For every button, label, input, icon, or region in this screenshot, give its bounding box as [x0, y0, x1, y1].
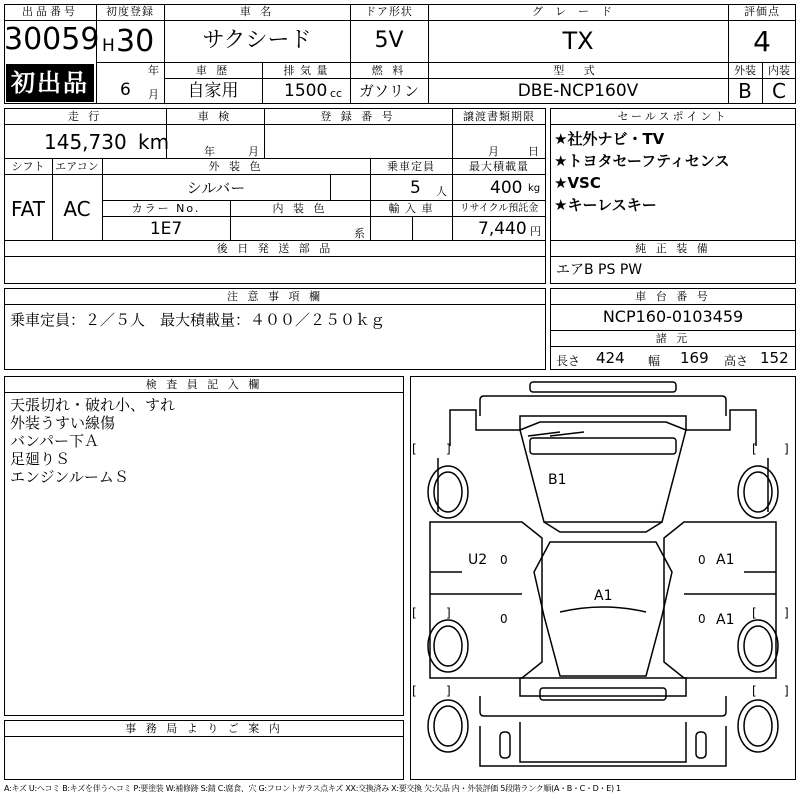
- aircon: AC: [63, 197, 91, 221]
- grade-header: グレード: [532, 5, 624, 18]
- year-unit: 年: [148, 64, 159, 77]
- lot-number: 30059: [4, 22, 100, 57]
- damage-mark-left-rear: U2: [468, 552, 488, 568]
- car-outline-diagram: [410, 376, 796, 780]
- chassis-header: 車 台 番 号: [635, 290, 711, 303]
- sales-points-list: [554, 128, 794, 216]
- sales-point: ★社外ナビ・TV: [554, 130, 665, 148]
- shift: FAT: [10, 197, 45, 221]
- exterior-grade-header: 外装: [734, 64, 756, 77]
- zero-mark: 0: [698, 553, 706, 567]
- bracket-right-top-open: [: [752, 442, 757, 456]
- model-code-header: 型 式: [553, 64, 603, 77]
- score-header: 評価点: [744, 5, 780, 18]
- damage-mark-center: A1: [594, 588, 613, 604]
- registration-no-header: 登 録 番 号: [320, 110, 396, 123]
- fuel: ガソリン: [358, 82, 419, 100]
- car-name-header: 車 名: [239, 5, 275, 18]
- displacement: 1500: [284, 81, 328, 101]
- sales-point: ★トヨタセーフティセンス: [554, 152, 730, 170]
- bracket-left-mid-open: [: [412, 606, 417, 620]
- inspector-line: バンパー下Ａ: [10, 432, 99, 450]
- displacement-unit: cc: [330, 87, 343, 100]
- model-code: DBE-NCP160V: [517, 81, 639, 101]
- bracket-left-mid-close: ]: [446, 606, 451, 620]
- exterior-grade: B: [738, 79, 752, 103]
- max-load-header: 最大積載量: [469, 160, 529, 173]
- history: 自家用: [187, 81, 239, 101]
- first-registration-year: 30: [116, 24, 155, 59]
- inspector-line: 外装うすい線傷: [10, 414, 116, 432]
- bracket-right-top-close: ]: [784, 442, 789, 456]
- bracket-left-top-open: [: [412, 442, 417, 456]
- interior-color-unit: 系: [354, 227, 365, 240]
- legend: A:キズ U:ヘコミ B:キズを伴うヘコミ P:要塗装 W:補修跡 S:錆 C:腐食、穴 G:フロントガラス点キズ XX:交換済み X:要交換 欠:欠品 内・外装評価 5段階ランク順(A・B・C・D・E) 1: [4, 784, 621, 793]
- bracket-right-bottom-open: [: [752, 684, 757, 698]
- inspection-year-unit: 年: [204, 145, 215, 158]
- color-no-header: カラー No.: [131, 202, 201, 215]
- max-load: 400: [490, 178, 523, 198]
- mileage-unit: km: [138, 130, 170, 154]
- damage-mark-right-front: A1: [716, 612, 735, 628]
- displacement-header: 排 気 量: [283, 64, 329, 77]
- zero-mark: 0: [500, 553, 508, 567]
- inspection-header: 車 検: [197, 110, 233, 123]
- sales-points-header: セールスポイント: [617, 110, 729, 123]
- bracket-right-mid-open: [: [752, 606, 757, 620]
- damage-mark-right-rear: A1: [716, 552, 735, 568]
- first-registration-era: H: [102, 36, 115, 56]
- month-unit: 月: [148, 88, 159, 101]
- genuine-equipment-header: 純 正 装 備: [635, 242, 711, 255]
- bracket-left-bottom-open: [: [412, 684, 417, 698]
- inspector-header: 検 査 員 記 入 欄: [145, 378, 263, 391]
- recycle-fee: 7,440: [478, 219, 527, 239]
- length-label: 長さ: [556, 354, 581, 368]
- zero-mark: 0: [698, 612, 706, 626]
- interior-color-header: 内 装 色: [272, 202, 328, 215]
- first-listing-label: 初出品: [11, 69, 89, 97]
- bracket-left-bottom-close: ]: [446, 684, 451, 698]
- capacity: 5: [410, 178, 421, 198]
- exterior-color-header: 外 装 色: [208, 160, 264, 173]
- inspector-line: 足廻りＳ: [10, 450, 71, 468]
- first-registration-month: 6: [120, 80, 131, 100]
- aircon-header: エアコン: [55, 160, 99, 173]
- import-header: 輸 入 車: [388, 202, 434, 215]
- recycle-unit: 円: [530, 225, 541, 238]
- interior-grade: C: [772, 79, 786, 103]
- first-registration-header: 初度登録: [106, 5, 154, 18]
- inspection-month-unit: 月: [248, 145, 259, 158]
- chassis-number: NCP160-0103459: [602, 307, 744, 326]
- door-type: 5V: [374, 28, 404, 53]
- shift-header: シフト: [11, 160, 45, 173]
- transfer-docs-header: 譲渡書類期限: [463, 110, 535, 123]
- width-label: 幅: [648, 354, 661, 368]
- length: 424: [596, 349, 625, 367]
- zero-mark: 0: [500, 612, 508, 626]
- width: 169: [680, 349, 709, 367]
- bracket-right-bottom-close: ]: [784, 684, 789, 698]
- inspector-line: エンジンルームＳ: [10, 468, 129, 486]
- score: 4: [753, 25, 771, 58]
- bracket-left-top-close: ]: [446, 442, 451, 456]
- damage-mark-roof: B1: [548, 472, 567, 488]
- genuine-equipment: エアB PS PW: [556, 262, 643, 278]
- transfer-month-unit: 月: [488, 145, 499, 158]
- sales-point: ★VSC: [554, 174, 601, 192]
- capacity-unit: 人: [436, 185, 447, 198]
- notes: 乗車定員：２／５人 最大積載量：４００／２５０ｋｇ: [10, 311, 386, 329]
- exterior-color: シルバー: [186, 179, 246, 197]
- inspector-notes: [10, 396, 175, 486]
- transfer-day-unit: 日: [528, 145, 539, 158]
- bracket-right-mid-close: ]: [784, 606, 789, 620]
- lot-number-header: 出品番号: [22, 5, 78, 18]
- inspector-line: 天張切れ・破れ小、すれ: [10, 396, 176, 414]
- interior-grade-header: 内装: [768, 64, 790, 77]
- height-label: 高さ: [724, 354, 749, 368]
- dimensions-header: 諸 元: [655, 332, 691, 345]
- capacity-header: 乗車定員: [387, 160, 435, 173]
- recycle-header: リサイクル預託金: [459, 203, 539, 214]
- fuel-header: 燃 料: [371, 64, 407, 77]
- history-header: 車 歴: [195, 64, 231, 77]
- mileage: 145,730: [44, 130, 127, 154]
- notes-header: 注 意 事 項 欄: [227, 290, 323, 303]
- office-header: 事 務 局 よ り ご 案 内: [125, 722, 283, 735]
- height: 152: [760, 349, 789, 367]
- color-no: 1E7: [149, 219, 183, 239]
- later-parts-header: 後 日 発 送 部 品: [216, 242, 334, 255]
- max-load-unit: kg: [528, 183, 541, 194]
- sales-point: ★キーレスキー: [554, 196, 657, 214]
- door-header: ドア形状: [365, 5, 413, 18]
- grade: TX: [562, 27, 594, 55]
- car-name: サクシード: [202, 28, 312, 53]
- mileage-header: 走 行: [67, 110, 103, 123]
